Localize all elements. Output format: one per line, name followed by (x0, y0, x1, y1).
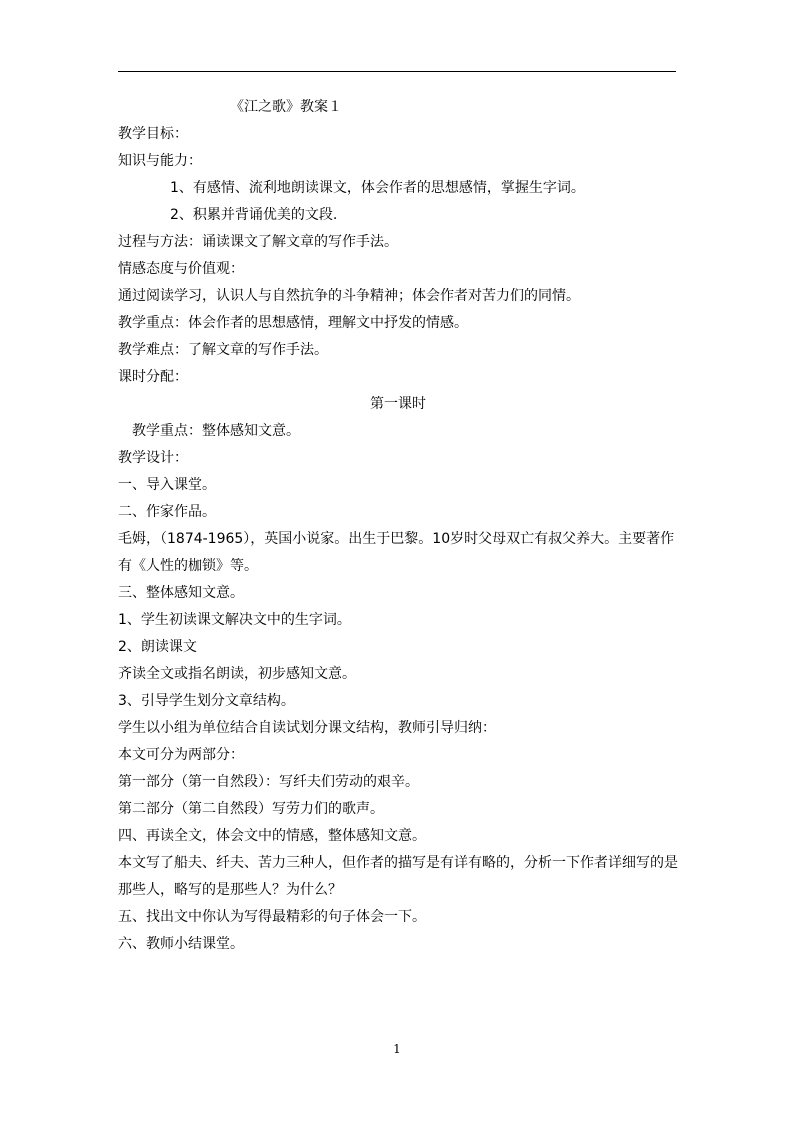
text-line: 三、整体感知文意。 (118, 585, 244, 601)
text-line: 教学设计： (118, 450, 188, 466)
text-line: 课时分配： (118, 369, 188, 385)
text-line: 3、引导学生划分文章结构。 (118, 693, 295, 709)
text-paragraph: 本文写了船夫、纤夫、苦力三种人，但作者的描写是有详有略的，分析一下作者详细写的是那些人，略写的是那些人？为什么？ (118, 855, 678, 898)
text-line: 2、朗读课文 (118, 639, 197, 655)
text-line: 二、作家作品。 (118, 504, 216, 520)
text-paragraph: 毛姆，（1874-1965），英国小说家。出生于巴黎。10岁时父母双亡有叔父养大。主要著作有《人性的枷锁》等。 (118, 531, 675, 574)
text-line: 过程与方法：诵读课文了解文章的写作手法。 (118, 234, 398, 250)
text-line: 本文可分为两部分： (118, 747, 244, 763)
text-line: 第二部分（第二自然段）写劳力们的歌声。 (118, 801, 384, 817)
text-line: 六、教师小结课堂。 (118, 936, 244, 952)
header-rule (118, 71, 676, 72)
text-line: 教学重点：整体感知文意。 (132, 423, 300, 439)
page-number: 1 (393, 1042, 401, 1056)
text-line: 教学重点：体会作者的思想感情，理解文中抒发的情感。 (118, 315, 468, 331)
text-line: 教学难点：了解文章的写作手法。 (118, 342, 328, 358)
text-line: 教学目标： (118, 126, 188, 142)
text-line: 通过阅读学习，认识人与自然抗争的斗争精神；体会作者对苦力们的同情。 (118, 288, 580, 304)
text-line: 五、找出文中你认为写得最精彩的句子体会一下。 (118, 909, 426, 925)
text-line: 齐读全文或指名朗读，初步感知文意。 (118, 666, 356, 682)
text-line: 情感态度与价值观： (118, 261, 244, 277)
text-line: 2、积累并背诵优美的文段. (170, 207, 338, 223)
text-line: 1、有感情、流利地朗读课文，体会作者的思想感情，掌握生字词。 (170, 180, 585, 196)
text-line: 学生以小组为单位结合自读试划分课文结构，教师引导归纳： (118, 720, 496, 736)
document-title: 《江之歌》教案１ (230, 99, 342, 115)
text-line: 知识与能力： (118, 153, 202, 169)
text-line: 四、再读全文，体会文中的情感，整体感知文意。 (118, 828, 426, 844)
section-heading: 第一课时 (370, 396, 426, 412)
document-body (118, 94, 678, 958)
text-line: 第一部分（第一自然段）：写纤夫们劳动的艰辛。 (118, 774, 419, 790)
text-line: 一、导入课堂。 (118, 477, 216, 493)
text-line: 1、学生初读课文解决文中的生字词。 (118, 612, 351, 628)
